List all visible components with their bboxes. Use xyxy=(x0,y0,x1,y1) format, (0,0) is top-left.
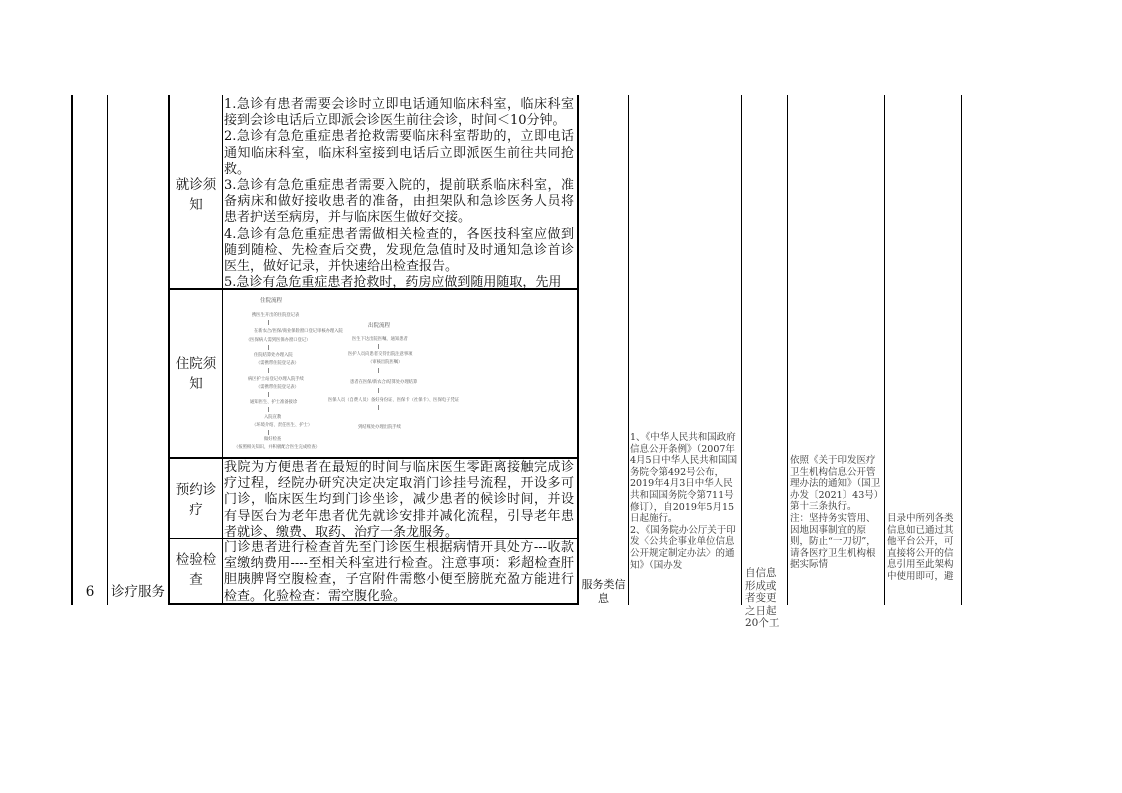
column-divider xyxy=(222,95,223,605)
admission-step: 携医生开出的住院登记表 xyxy=(252,313,300,318)
discharge-step: 医生下达出院医嘱，通知患者 xyxy=(352,337,408,342)
subitem-label-appointment: 预约诊疗 xyxy=(175,482,217,518)
column-divider xyxy=(577,95,579,605)
table-border-left xyxy=(71,95,73,605)
admission-step: （需携带住院登记表） xyxy=(256,361,299,366)
column-divider xyxy=(628,95,629,605)
admission-flow-title: 住院流程 xyxy=(260,298,283,304)
discharge-step: 到结账处办理出院手续 xyxy=(358,425,401,430)
admission-step: 在新农合/医保/商业保险窗口登记审核办理入院 xyxy=(254,329,343,334)
admission-step: 通知医生、护士准备接诊 xyxy=(250,400,298,405)
inpatient-flowchart xyxy=(228,292,576,454)
column-divider xyxy=(884,95,885,605)
appointment-text: 我院为方便患者在最短的时间与临床医生零距离接触完成诊疗过程，经院办研究决定决定取消门诊挂号流程，开设多可门诊，临床医生均到门诊坐诊，减少患者的候诊时间，并设有导医台为老年患者优先就诊安排并减化流程，引导老年患者就诊、缴费、取药、治疗一条龙服务。 xyxy=(224,460,574,540)
column-divider xyxy=(741,95,742,605)
admission-step: 病区护士站登记办理入院手续 xyxy=(248,377,304,382)
subitem-label-inpatient-notice: 住院须知 xyxy=(175,356,217,392)
column-divider xyxy=(107,95,108,605)
admission-step: 入院宣教 xyxy=(264,415,282,420)
subitem-label-examination: 检验检查 xyxy=(175,552,217,588)
subitem-label-visit-notice: 就诊须知 xyxy=(175,177,217,213)
remarks: 目录中所列各类信息如已通过其他平台公开，可直接将公开的信息引用至此架构中使用即可，避 xyxy=(887,513,954,582)
discharge-step: 医护人员向患者交待出院注意事项 xyxy=(348,352,413,357)
admission-step: （环境介绍、责任医生、护士） xyxy=(252,423,313,428)
column-divider xyxy=(787,95,788,605)
admission-step: 做好检查 xyxy=(264,437,282,442)
visit-notice-text: 1.急诊有患者需要会诊时立即电话通知临床科室，临床科室接到会诊电话后立即派会诊医生前往会诊，时间＜10分钟。 2.急诊有急危重症患者抢救需要临床科室帮助的，立即电话通知临床科室，临床科室接到电话后立即派医生前往共同抢救。 3.急诊有急危重症患者需要入院的，提前联系临床科室，准备病床和做好接收患者的准备，由担架队和急诊医务人员将患者护送至病房，并与临床医生做好交接。 4.急诊有急危重症患者需做相关检查的，各医技科室应做到随到随检、先检查后交费，发现危急值时及时通知急诊首诊医生，做好记录，并快速给出检查报告。 5.急诊有急危重症患者抢救时，药房应做到随用随取，先用 xyxy=(224,97,574,291)
discharge-step: 患者在医保/新农合/结算处办理结算 xyxy=(350,380,418,385)
admission-step: （需携带住院登记表） xyxy=(256,385,299,390)
disclosure-time-limit: 自信息形成或者变更之日起20个工 xyxy=(745,567,780,629)
admission-step: （医保病人需到医保办窗口登记） xyxy=(246,338,311,343)
discharge-flow-title: 出院流程 xyxy=(368,323,391,329)
admission-step: 住院结算处办理入院 xyxy=(254,353,293,358)
category-label: 诊疗服务 xyxy=(111,584,165,600)
row-divider xyxy=(168,457,578,459)
column-divider xyxy=(961,95,962,605)
examination-text: 门诊患者进行检查首先至门诊医生根据病情开具处方---收款室缴纳费用----至相关科室进行检查。注意事项：彩超检查肝胆胰脾肾空腹检查，子宫附件需憋小便至膀胱充盈方能进行检查。化验检查：需空腹化验。 xyxy=(224,540,574,604)
discharge-step: 医保人员（自费人员）备好身份证、医保卡（社保卡）、医保电子凭证 xyxy=(328,398,460,403)
row-number: 6 xyxy=(85,584,95,600)
admission-step: （按照相关知识，并积极配合医生完成检查） xyxy=(234,445,320,450)
disclosure-notes: 依照《关于印发医疗卫生机构信息公开管理办法的通知》（国卫办发〔2021〕43号）第十三条执行。 注：坚持务实管用、因地因事制宜的原则，防止“一刀切”，请各医疗卫生机构根据实际情 xyxy=(790,455,881,571)
info-type: 服务类信息 xyxy=(581,578,626,605)
disclosure-basis: 1、《中华人民共和国政府信息公开条例》（2007年4月5日中华人民共和国国务院令第492号公布，2019年4月3日中华人民共和国国务院令第711号修订），自2019年5月15日起施行。 2、《国务院办公厅关于印发〈公共企事业单位信息公开规定制定办法〉的通知》（国办发 xyxy=(630,432,738,571)
column-divider xyxy=(168,95,170,605)
discharge-step: （审核出院医嘱） xyxy=(368,360,403,365)
